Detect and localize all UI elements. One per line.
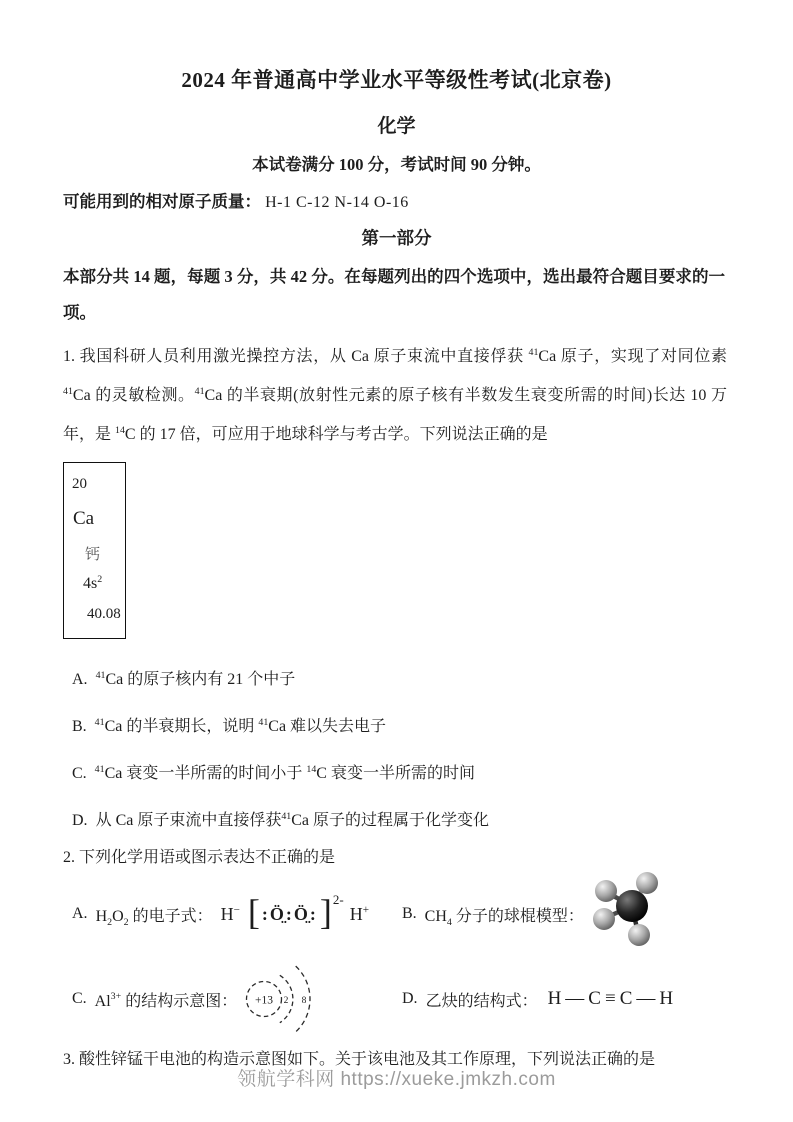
h-atom-sphere <box>595 880 617 902</box>
c-atom-sphere <box>616 890 648 922</box>
question-1-text: 1. 我国科研人员利用激光操控方法，从 Ca 原子束流中直接俘获 $^{41}$Ca 原子，实现了对同位素 $^{41}$Ca 的灵敏检测。$^{41}$Ca 的半衰期(放射性元素的原子核有半数发生衰变所需的时间)长达 10 万年，是 $^{14}$C 的 17 倍，可应用于地球科学与考古学。下列说法正确的是 <box>63 346 727 443</box>
q2-option-d-label: D. <box>402 990 418 1007</box>
q2-option-a-label: A. <box>72 905 88 922</box>
nucleus-charge-label: +13 <box>255 994 274 1006</box>
q2-option-c-text: $Al^{3+}$ 的结构示意图： <box>94 991 238 1010</box>
h-atom-sphere <box>593 908 615 930</box>
watermark-footer: 领航学科网 https://xueke.jmkzh.com <box>237 1069 556 1090</box>
atomic-mass-label: 可能用到的相对原子质量： <box>63 192 261 211</box>
atomic-mass-line <box>63 188 727 212</box>
q1-option-c-text: $^{41}$Ca 衰变一半所需的时间小于 $^{14}$C 衰变一半所需的时间 <box>94 763 475 782</box>
q1-option-c-label: C. <box>72 765 87 782</box>
q1-option-c <box>72 763 733 785</box>
element-card-calcium <box>63 462 126 639</box>
element-atomic-number: 20 <box>72 476 87 492</box>
q1-option-b <box>72 716 733 738</box>
q2-option-d-text: 乙炔的结构式： <box>425 992 538 1010</box>
exam-info-line: 本试卷满分 100 分，考试时间 90 分钟。 <box>252 155 541 174</box>
q2-option-b <box>402 875 660 953</box>
acetylene-structural-formula: H—C≡C—H <box>547 988 678 1009</box>
question-1-options <box>72 669 733 832</box>
q1-option-b-text: $^{41}$Ca 的半衰期长，说明 $^{41}$Ca 难以失去电子 <box>94 716 387 735</box>
subject-title: 化学 <box>377 116 416 137</box>
formula-core: :Ö̤:Ö̤: <box>261 903 318 924</box>
q1-option-d-label: D. <box>72 812 88 829</box>
q2-options-row-cd <box>72 956 793 1042</box>
question-3-text: 3. 酸性锌锰干电池的构造示意图如下。关于该电池及其工作原理，下列说法正确的是 <box>63 1051 656 1068</box>
q1-option-b-label: B. <box>72 718 87 735</box>
h-atom-sphere <box>628 924 650 946</box>
q2-option-c <box>72 957 402 1042</box>
q1-option-d <box>72 810 733 832</box>
question-2-text: 2. 下列化学用语或图示表达不正确的是 <box>63 849 336 866</box>
electron-dot-formula: H− [ :Ö̤:Ö̤: ] 2- H+ <box>220 892 370 932</box>
formula-charge: 2- <box>332 892 344 907</box>
element-electron-config: $4s^2$ <box>83 573 103 592</box>
element-symbol: Ca <box>73 508 95 529</box>
q1-option-a <box>72 669 733 691</box>
shell-inner-count: 2 <box>283 995 289 1006</box>
q1-option-a-label: A. <box>72 671 88 688</box>
formula-right-ion: H+ <box>349 903 370 924</box>
ch4-ball-stick-model <box>590 871 660 949</box>
element-atomic-mass: 40.08 <box>87 606 121 622</box>
q1-option-a-text: $^{41}$Ca 的原子核内有 21 个中子 <box>95 669 296 688</box>
q2-option-b-text: $CH_4$ 分子的球棍模型： <box>424 907 584 928</box>
q2-option-d <box>402 988 677 1011</box>
q2-option-a <box>72 892 402 932</box>
shell-outer-count: 8 <box>301 995 307 1006</box>
q2-options-row-ab <box>72 872 793 956</box>
part-instructions: 本部分共 14 题，每题 3 分，共 42 分。在每题列出的四个选项中，选出最符合题目要求的一项。 <box>63 267 725 322</box>
h-atom-sphere <box>636 872 658 894</box>
q2-option-a-text: $H_2O_2$ 的电子式： <box>95 907 213 928</box>
q2-option-b-label: B. <box>402 905 417 922</box>
part-title: 第一部分 <box>361 228 432 248</box>
al3-structure-diagram <box>243 957 317 1042</box>
q2-option-c-label: C. <box>72 990 87 1007</box>
page-title: 2024 年普通高中学业水平等级性考试(北京卷) <box>181 68 612 92</box>
q1-option-d-text: 从 Ca 原子束流中直接俘获$^{41}$Ca 原子的过程属于化学变化 <box>95 810 490 829</box>
atomic-mass-values: H-1 C-12 N-14 O-16 <box>265 194 409 211</box>
formula-left-ion: H− <box>220 903 240 924</box>
element-name: 钙 <box>85 547 101 563</box>
